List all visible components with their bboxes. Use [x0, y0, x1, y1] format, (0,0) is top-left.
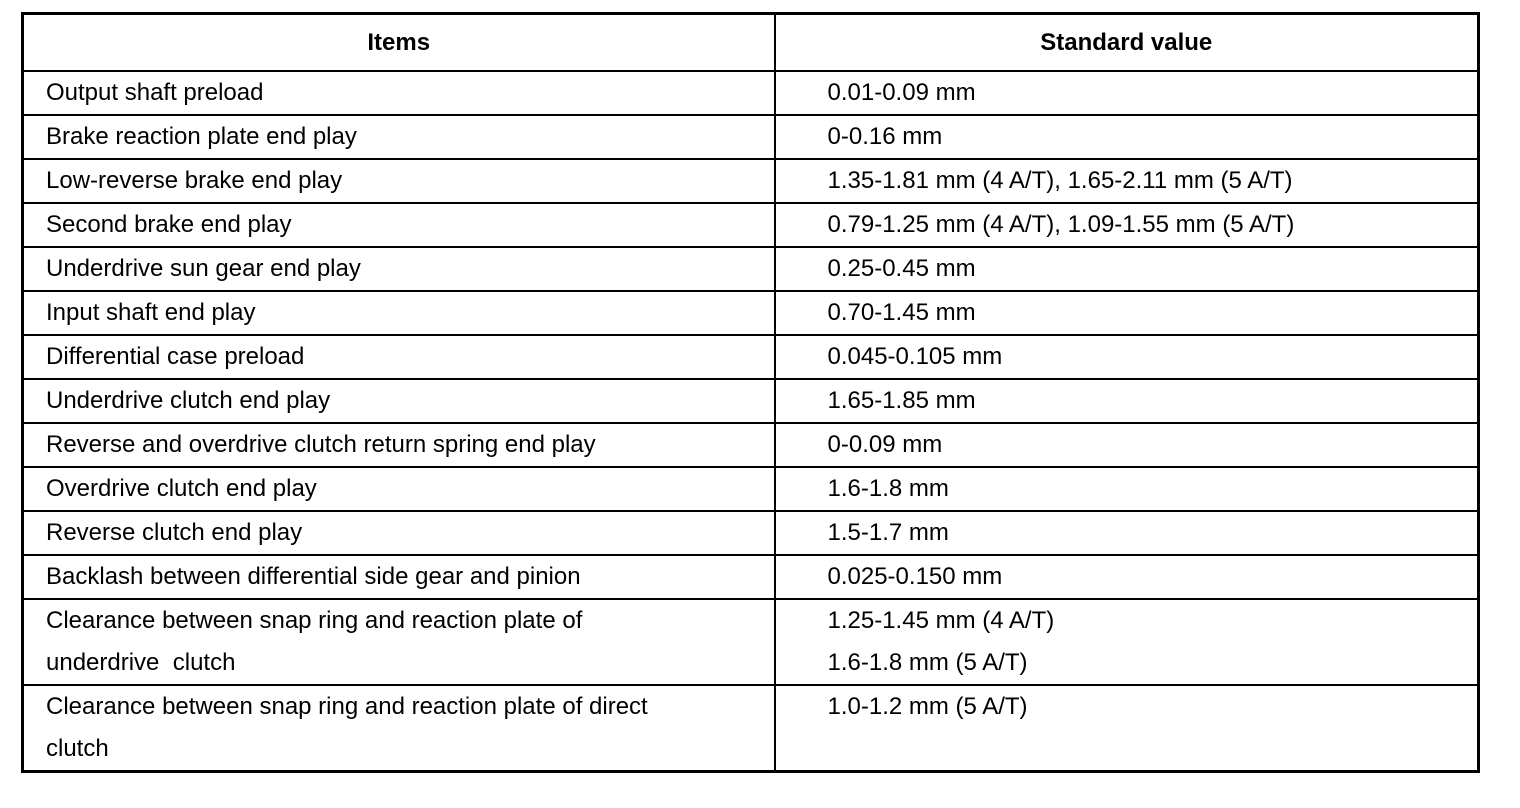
item-cell — [23, 71, 775, 115]
item-cell — [23, 335, 775, 379]
item-text: clutch — [46, 735, 109, 762]
value-cell — [775, 599, 1479, 685]
header-standard-value: Standard value — [775, 14, 1479, 72]
value-text: 1.6-1.8 mm — [827, 475, 949, 502]
table-row — [23, 203, 1479, 247]
item-text: Underdrive clutch end play — [46, 387, 331, 414]
table-row — [23, 115, 1479, 159]
item-cell — [23, 599, 775, 685]
value-text: 0.045-0.105 mm — [827, 343, 1003, 370]
header-row — [23, 14, 1479, 72]
table-row — [23, 291, 1479, 335]
value-text: 1.6-1.8 mm (5 A/T) — [827, 649, 1028, 676]
value-text: 0-0.16 mm — [827, 123, 943, 150]
item-text: underdrive clutch — [46, 649, 236, 676]
value-cell — [775, 467, 1479, 511]
table-row — [23, 423, 1479, 467]
value-cell — [775, 685, 1479, 772]
item-cell — [23, 159, 775, 203]
value-cell — [775, 335, 1479, 379]
item-text: Reverse clutch end play — [46, 519, 303, 546]
item-text: Brake reaction plate end play — [46, 123, 357, 150]
item-text: Underdrive sun gear end play — [46, 255, 361, 282]
table-row — [23, 467, 1479, 511]
value-text: 1.0-1.2 mm (5 A/T) — [827, 693, 1028, 720]
value-text: 0.70-1.45 mm — [827, 299, 976, 326]
value-cell — [775, 247, 1479, 291]
value-cell — [775, 203, 1479, 247]
item-cell — [23, 379, 775, 423]
item-cell — [23, 247, 775, 291]
item-cell — [23, 203, 775, 247]
value-cell — [775, 291, 1479, 335]
value-text: 0-0.09 mm — [827, 431, 943, 458]
item-cell — [23, 291, 775, 335]
header-items: Items — [23, 14, 775, 72]
item-cell — [23, 685, 775, 772]
item-text: Overdrive clutch end play — [46, 475, 317, 502]
item-text: Differential case preload — [46, 343, 305, 370]
value-cell — [775, 379, 1479, 423]
table-row — [23, 555, 1479, 599]
value-cell — [775, 71, 1479, 115]
value-cell — [775, 115, 1479, 159]
value-cell — [775, 159, 1479, 203]
item-cell — [23, 467, 775, 511]
value-text: 0.01-0.09 mm — [827, 79, 976, 106]
table-row — [23, 247, 1479, 291]
value-text: 1.25-1.45 mm (4 A/T) — [827, 607, 1055, 634]
item-text: Reverse and overdrive clutch return spring end play — [46, 431, 596, 458]
table-row — [23, 379, 1479, 423]
item-text: Clearance between snap ring and reaction plate of — [46, 607, 583, 634]
value-text: 0.25-0.45 mm — [827, 255, 976, 282]
table-row — [23, 599, 1479, 685]
item-text: Clearance between snap ring and reaction plate of direct — [46, 693, 648, 720]
value-text: 0.79-1.25 mm (4 A/T), 1.09-1.55 mm (5 A/T) — [827, 211, 1295, 238]
spec-table — [21, 12, 1480, 773]
table-row — [23, 335, 1479, 379]
table-row — [23, 685, 1479, 772]
value-cell — [775, 511, 1479, 555]
item-cell — [23, 115, 775, 159]
item-cell — [23, 555, 775, 599]
table-row — [23, 511, 1479, 555]
table-body — [23, 71, 1479, 772]
item-cell — [23, 423, 775, 467]
value-text: 1.65-1.85 mm — [827, 387, 976, 414]
item-text: Second brake end play — [46, 211, 292, 238]
value-text: 0.025-0.150 mm — [827, 563, 1003, 590]
value-text: 1.5-1.7 mm — [827, 519, 949, 546]
item-text: Backlash between differential side gear and pinion — [46, 563, 581, 590]
item-text: Low-reverse brake end play — [46, 167, 343, 194]
value-cell — [775, 555, 1479, 599]
item-text: Output shaft preload — [46, 79, 264, 106]
table-row — [23, 71, 1479, 115]
item-text: Input shaft end play — [46, 299, 256, 326]
table-row — [23, 159, 1479, 203]
item-cell — [23, 511, 775, 555]
value-text: 1.35-1.81 mm (4 A/T), 1.65-2.11 mm (5 A/T) — [827, 167, 1293, 194]
value-cell — [775, 423, 1479, 467]
